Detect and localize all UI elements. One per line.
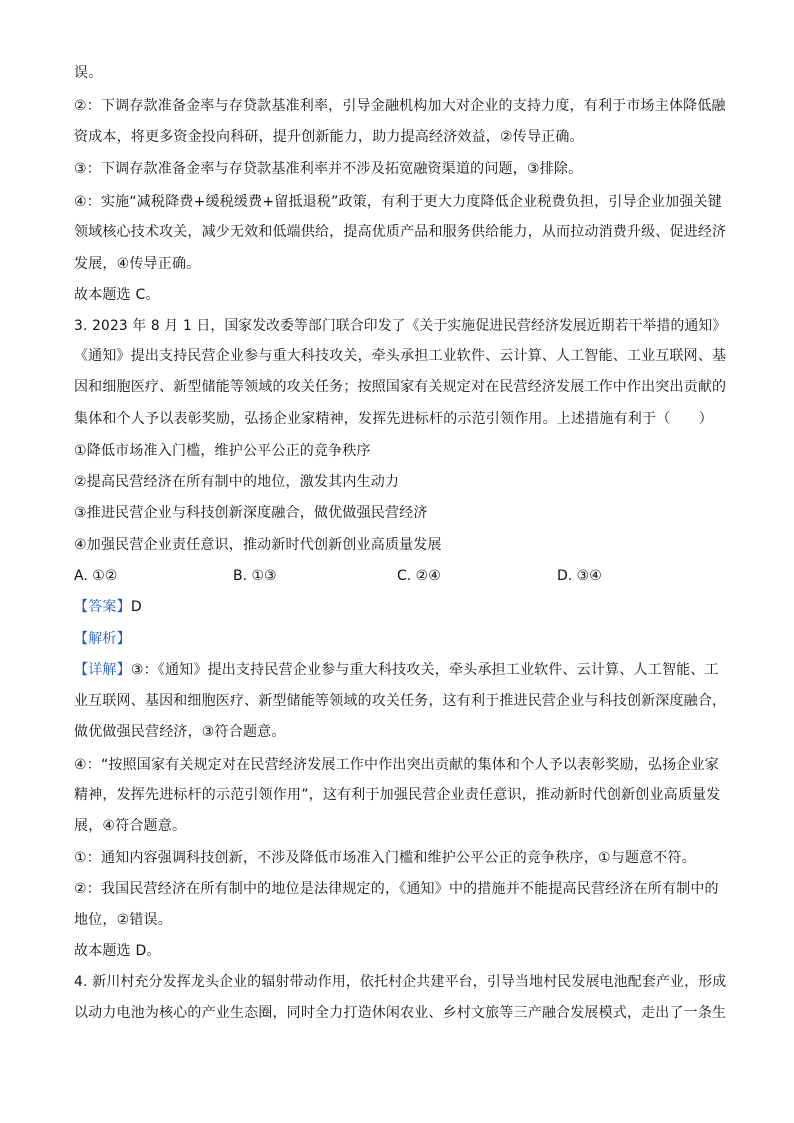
text-line: ①：通知内容强调科技创新，不涉及降低市场准入门槛和维护公平公正的竞争秩序，①与题意不符。 bbox=[74, 850, 696, 866]
question-4-stem: 4. 新川村充分发挥龙头企业的辐射带动作用，依托村企共建平台，引导当地村民发展电池配套产业，形成 bbox=[74, 974, 727, 990]
text-line: ②：下调存款准备金率与存贷款基准利率，引导金融机构加大对企业的支持力度，有利于市场主体降低融 bbox=[74, 98, 726, 114]
text-line: ③：下调存款准备金率与存贷款基准利率并不涉及拓宽融资渠道的问题，③排除。 bbox=[74, 161, 583, 177]
answer-tag: 【答案】 bbox=[74, 599, 131, 615]
text-line: 领域核心技术攻关，减少无效和低端供给，提高优质产品和服务供给能力，从而拉动消费升级、促进经济 bbox=[74, 224, 727, 240]
text-line: ④：实施“减税降费+缓税缓费+留抵退税”政策，有利于更大力度降低企业税费负担，引导企业加强关键 bbox=[74, 194, 722, 210]
detail-line bbox=[74, 660, 719, 680]
text-line: 业互联网、基因和细胞医疗、新型储能等领域的攻关任务，这有利于推进民营企业与科技创新深度融合， bbox=[74, 693, 727, 709]
statement-3: ③推进民营企业与科技创新深度融合，做优做强民营经济 bbox=[74, 505, 428, 521]
analysis-line bbox=[74, 629, 131, 649]
statement-1: ①降低市场准入门槛，维护公平公正的竞争秩序 bbox=[74, 443, 371, 459]
text-line: 做优做强民营经济，③符合题意。 bbox=[74, 724, 286, 740]
text-line: 资成本，将更多资金投向科研，提升创新能力，助力提高经济效益，②传导正确。 bbox=[74, 129, 584, 145]
text-line: 因和细胞医疗、新型储能等领域的攻关任务；按照国家有关规定对在民营经济发展工作中作出突出贡献的 bbox=[74, 379, 727, 395]
answer-line bbox=[74, 597, 142, 617]
analysis-tag: 【解析】 bbox=[74, 631, 131, 647]
option-a: A. ①② bbox=[74, 568, 118, 584]
text-line: 以动力电池为核心的产业生态圈，同时全力打造休闲农业、乡村文旅等三产融合发展模式，走出了一条生 bbox=[74, 1005, 727, 1021]
option-c: C. ②④ bbox=[397, 568, 441, 584]
text-line: ④：“按照国家有关规定对在民营经济发展工作中作出突出贡献的集体和个人予以表彰奖励，弘扬企业家 bbox=[74, 757, 720, 773]
text-line: ②：我国民营经济在所有制中的地位是法律规定的，《通知》中的措施并不能提高民营经济在所有制中的 bbox=[74, 881, 719, 897]
statement-4: ④加强民营企业责任意识，推动新时代创新创业高质量发展 bbox=[74, 537, 442, 553]
text-line: 展，④符合题意。 bbox=[74, 818, 187, 834]
text-line: 《通知》提出支持民营企业参与重大科技攻关，牵头承担工业软件、云计算、人工智能、工业互联网、基 bbox=[74, 348, 727, 364]
statement-2: ②提高民营经济在所有制中的地位，激发其内生动力 bbox=[74, 474, 400, 490]
text-line: 误。 bbox=[74, 65, 103, 81]
text-line: 集体和个人予以表彰奖励，弘扬企业家精神，发挥先进标杆的示范引领作用。上述措施有利于（ ） bbox=[74, 411, 713, 427]
text-line: 故本题选 D。 bbox=[74, 943, 161, 959]
text-line: 地位，②错误。 bbox=[74, 912, 172, 928]
option-b: B. ①③ bbox=[233, 568, 277, 584]
text-line: 发展，④传导正确。 bbox=[74, 256, 201, 272]
question-3-stem: 3. 2023 年 8 月 1 日，国家发改委等部门联合印发了《关于实施促进民营经济发展近期若干举措的通知》 bbox=[74, 318, 727, 334]
text-line: 故本题选 C。 bbox=[74, 287, 160, 303]
detail-tag: 【详解】 bbox=[74, 662, 131, 678]
text-line: 精神，发挥先进标杆的示范引领作用”，这有利于加强民营企业责任意识，推动新时代创新创业高质量发 bbox=[74, 787, 721, 803]
answer-value: D bbox=[130, 599, 142, 615]
option-d: D. ③④ bbox=[557, 568, 602, 584]
detail-text: ③：《通知》提出支持民营企业参与重大科技攻关，牵头承担工业软件、云计算、人工智能、工 bbox=[130, 662, 719, 678]
